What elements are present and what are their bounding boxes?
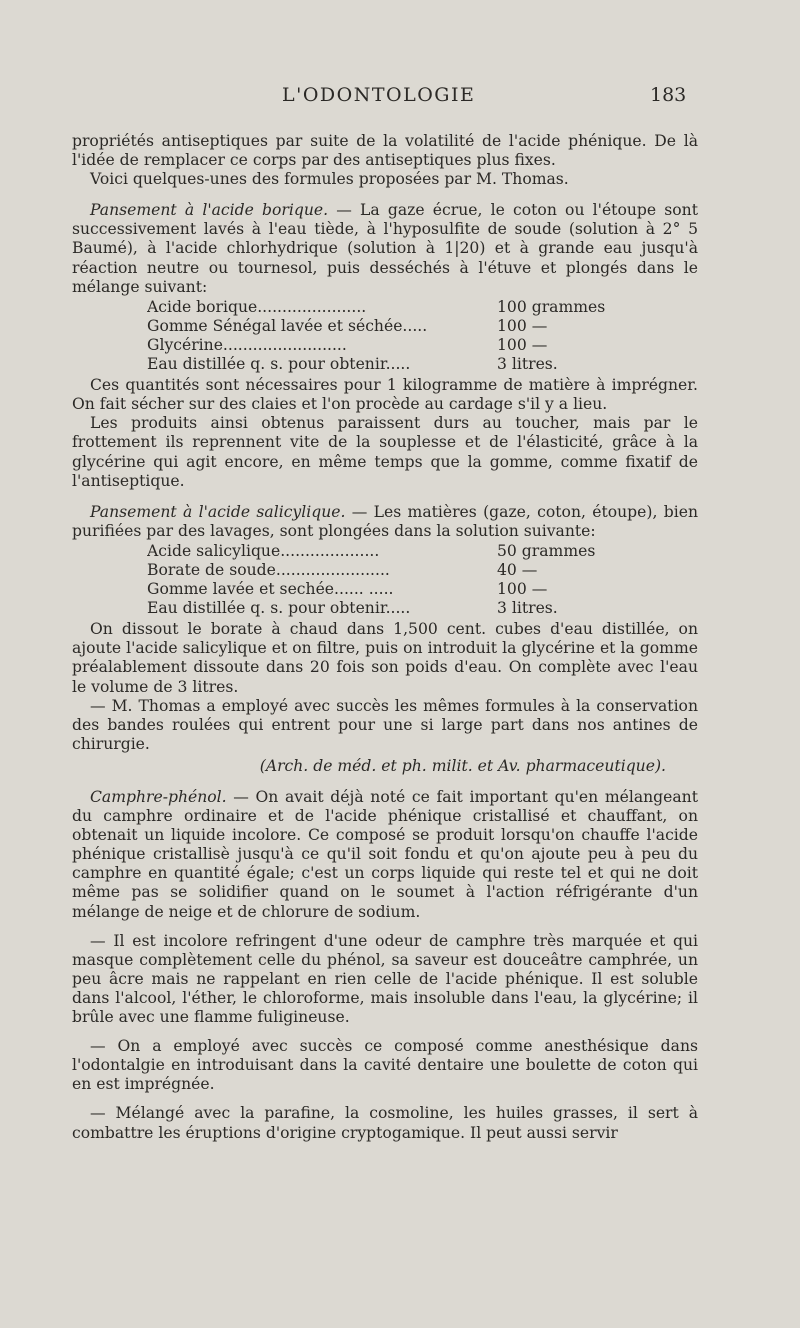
recipe-table xyxy=(147,298,627,374)
running-title: L'ODONTOLOGIE xyxy=(282,84,476,106)
citation: (Arch. de méd. et ph. milit. et Av. pharmaceutique). xyxy=(259,756,666,775)
paragraph: propriétés antiseptiques par suite de la volatilité de l'acide phénique. De là l'idée de remplacer ce corps par des antiseptiques plus fixes. xyxy=(72,132,698,170)
recipe-row xyxy=(147,542,627,561)
ingredient: Acide borique...................... xyxy=(147,297,367,316)
quantity: 100 — xyxy=(497,335,548,354)
ingredient: Eau distillée q. s. pour obtenir..... xyxy=(147,355,411,374)
quantity: 100 — xyxy=(497,316,548,335)
section-boric xyxy=(72,201,698,296)
quantity: 50 grammes xyxy=(497,541,596,560)
recipe-row xyxy=(147,317,627,336)
ingredient: Glycérine......................... xyxy=(147,335,347,354)
section-camphor xyxy=(72,788,698,922)
quantity: 100 — xyxy=(497,580,548,599)
quantity: 40 — xyxy=(497,560,538,579)
paragraph: — Il est incolore refringent d'une odeur de camphre très marquée et qui masque complètement celle du phénol, sa saveur est douceâtre camphrée, un peu âcre mais ne rappelant en rien celle de l'acide phénique. Il est soluble dans l'alcool, l'éther, le chloroforme, mais insoluble dans l'eau, la glycérine; il brûle avec une flamme fuligineuse. xyxy=(72,931,698,1027)
recipe-row xyxy=(147,561,627,580)
paragraph: On dissout le borate à chaud dans 1,500 cent. cubes d'eau distillée, on ajoute l'acide salicylique et on filtre, puis on introduit la glycérine et la gomme préalablement dissoute dans 20 fois son poids d'eau. On complète avec l'eau le volume de 3 litres. xyxy=(72,620,698,696)
recipe-row xyxy=(147,599,627,618)
ingredient: Borate de soude....................... xyxy=(147,560,390,579)
recipe-row xyxy=(147,355,627,374)
quantity: 3 litres. xyxy=(497,599,558,618)
quantity: 3 litres. xyxy=(497,355,558,374)
paragraph: Voici quelques-unes des formules proposées par M. Thomas. xyxy=(90,170,569,189)
section-heading: Pansement à l'acide salicylique. xyxy=(90,502,346,521)
ingredient: Gomme Sénégal lavée et séchée..... xyxy=(147,316,428,335)
paragraph: Les produits ainsi obtenus paraissent durs au toucher, mais par le frottement ils reprennent vite de la souplesse et de l'élasticité, grâce à la glycérine qui agit encore, en même temps que la gomme, comme fixatif de l'antiseptique. xyxy=(72,414,698,490)
section-heading: Pansement à l'acide borique. xyxy=(90,201,329,220)
quantity: 100 grammes xyxy=(497,297,606,316)
recipe-row xyxy=(147,298,627,317)
paragraph: — On a employé avec succès ce composé comme anesthésique dans l'odontalgie en introduisant dans la cavité dentaire une boulette de coton qui en est imprégnée. xyxy=(72,1037,698,1094)
recipe-row xyxy=(147,580,627,599)
paragraph: — Mélangé avec la parafine, la cosmoline, les huiles grasses, il sert à combattre les éruptions d'origine cryptogamique. Il peut aussi servir xyxy=(72,1104,698,1142)
ingredient: Eau distillée q. s. pour obtenir..... xyxy=(147,599,411,618)
section-salicylic xyxy=(72,503,698,541)
recipe-table xyxy=(147,542,627,618)
page-header xyxy=(0,84,800,114)
section-text: — Les matières (gaze, coton, étoupe), bien purifiées par des lavages, sont plongées dans la solution suivante: xyxy=(72,502,698,540)
ingredient: Gomme lavée et sechée...... ..... xyxy=(147,580,394,599)
paragraph: Ces quantités sont nécessaires pour 1 kilogramme de matière à imprégner. On fait sécher sur des claies et l'on procède au cardage s'il y a lieu. xyxy=(72,376,698,414)
section-heading: Camphre-phénol. xyxy=(90,788,227,806)
recipe-row xyxy=(147,336,627,355)
paragraph: — M. Thomas a employé avec succès les mêmes formules à la conservation des bandes roulées qui entrent pour une si large part dans nos antines de chirurgie. xyxy=(72,696,698,753)
section-text: — On avait déjà noté ce fait important qu'en mélangeant du camphre ordinaire et de l'acide phénique cristallisé et chauffant, on obtenait un liquide incolore. Ce composé se produit lorsqu'on chauffe l'acide phénique cristallisè jusqu'à ce qu'il soit fondu et qu'on ajoute peu à peu du camphre en quantité égale; c'est un corps liquide qui reste tel et qui ne doit même pas se solidifier quand on le soumet à l'action réfrigérante d'un mélange de neige et de chlorure de sodium. xyxy=(72,788,698,921)
ingredient: Acide salicylique.................... xyxy=(147,541,380,560)
page-body xyxy=(72,132,698,1143)
section-text: — La gaze écrue, le coton ou l'étoupe sont successivement lavés à l'eau tiède, à l'hyposulfite de soude (solution à 2° 5 Baumé), à l'acide chlorhydrique (solution à 1|20) et à grande eau jusqu'à réaction neutre ou tournesol, puis desséchés à l'étuve et plongés dans le mélange suivant: xyxy=(72,201,698,296)
page-number: 183 xyxy=(650,84,687,106)
